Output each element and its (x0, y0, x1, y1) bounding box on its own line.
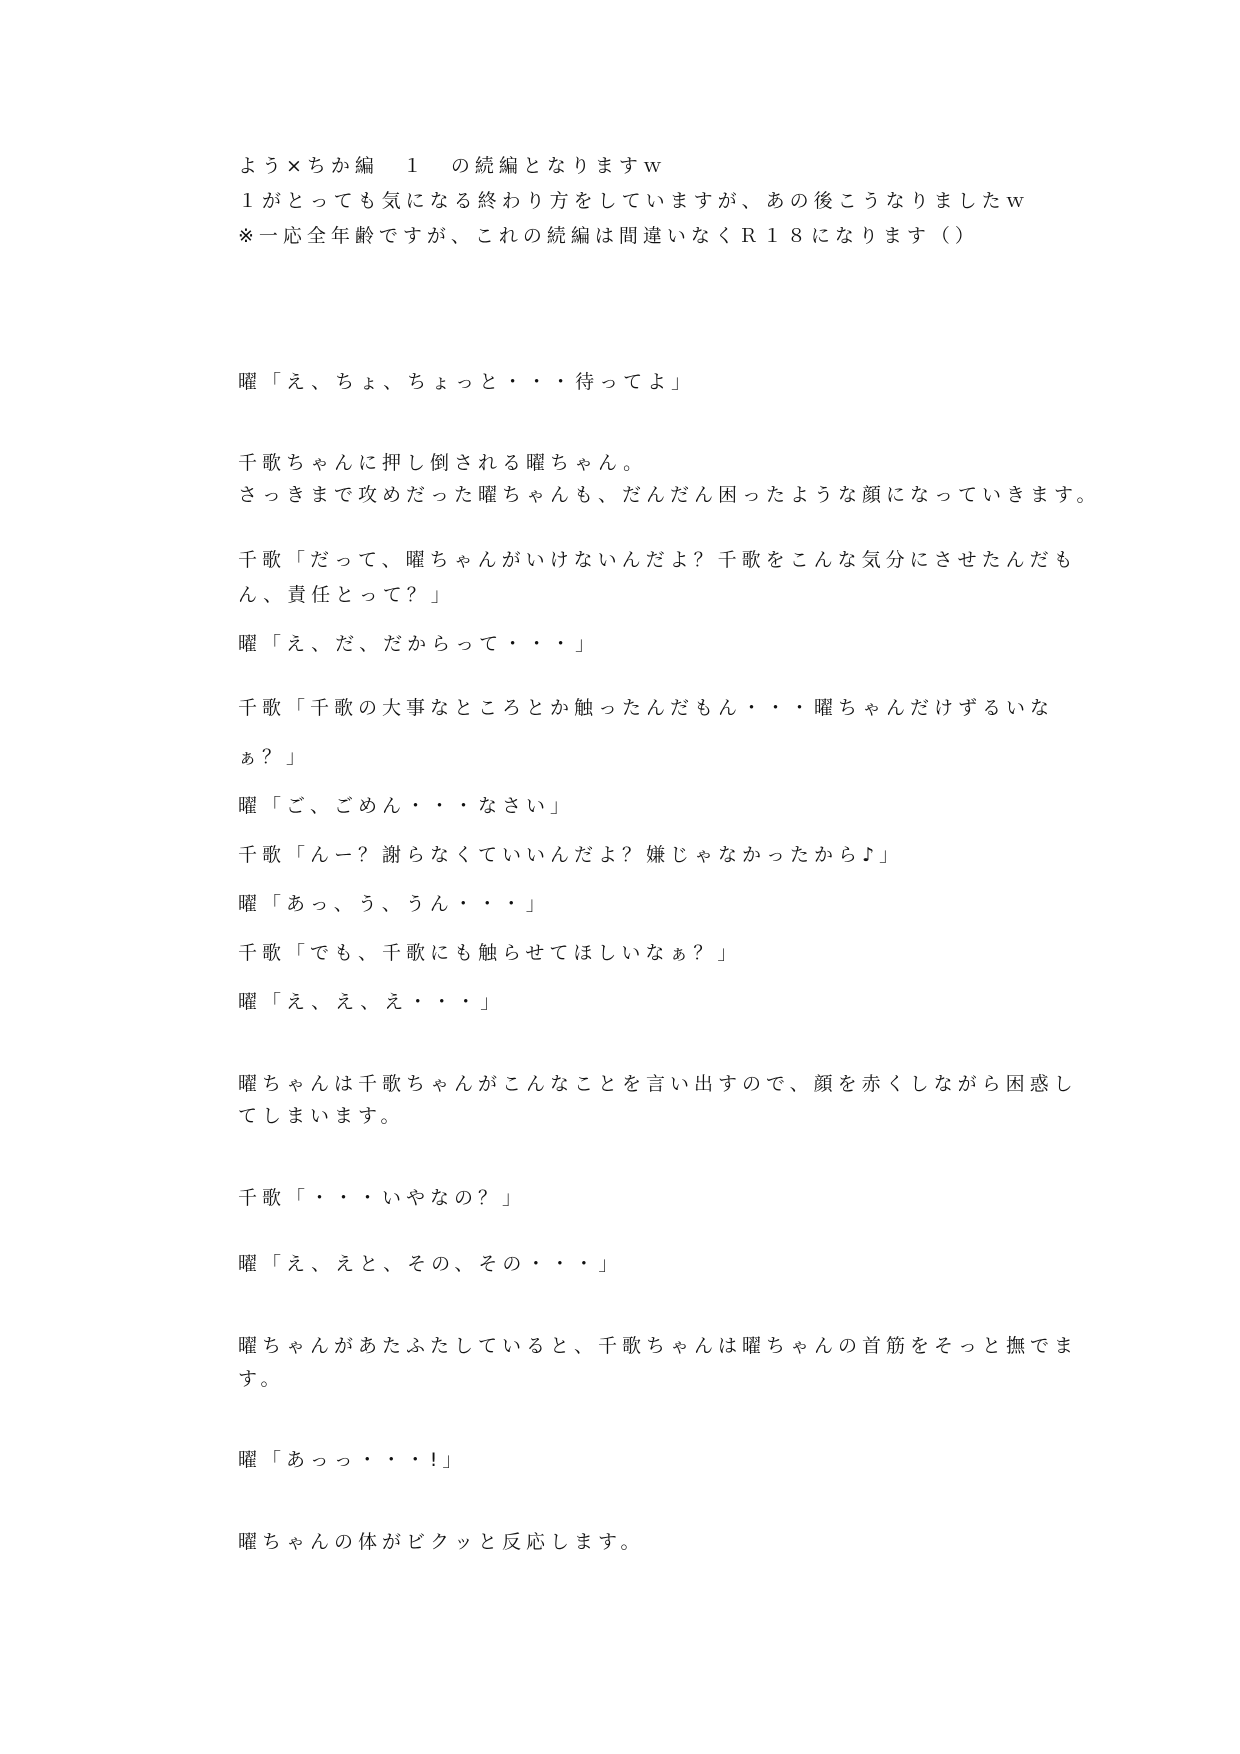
dialogue-line: 千歌「んー？謝らなくていいんだよ？嫌じゃなかったから♪」 (238, 844, 904, 866)
intro-line-2: １がとっても気になる終わり方をしていますが、あの後こうなりましたｗ (238, 190, 1030, 212)
narration-line: 千歌ちゃんに押し倒される曜ちゃん。 (238, 452, 648, 474)
dialogue-line-continued: ぁ？」 (238, 746, 311, 768)
narration-line: さっきまで攻めだった曜ちゃんも、だんだん困ったような顔になっていきます。 (238, 484, 1101, 506)
narration-line-continued: てしまいます。 (238, 1105, 405, 1127)
intro-line-3: ※一応全年齢ですが、これの続編は間違いなくＲ１８になります（） (238, 225, 979, 247)
dialogue-line: 千歌「でも、千歌にも触らせてほしいなぁ？」 (238, 942, 742, 964)
dialogue-line: 曜「え、えと、その、その・・・」 (238, 1253, 623, 1275)
dialogue-line: 曜「あっ、う、うん・・・」 (238, 893, 550, 915)
dialogue-line: 曜「え、ちょ、ちょっと・・・待ってよ」 (238, 371, 696, 393)
dialogue-line: 曜「ご、ごめん・・・なさい」 (238, 795, 575, 817)
intro-line-1: よう×ちか編 １ の続編となりますｗ (238, 155, 667, 177)
narration-line-continued: す。 (238, 1368, 285, 1390)
dialogue-line: 曜「え、え、え・・・」 (238, 991, 505, 1013)
dialogue-line: 千歌「だって、曜ちゃんがいけないんだよ？千歌をこんな気分にさせたんだも (238, 549, 1078, 571)
dialogue-line-continued: ん、責任とって？」 (238, 584, 455, 606)
dialogue-line: 千歌「・・・いやなの？」 (238, 1187, 527, 1209)
dialogue-line: 曜「あっっ・・・!」 (238, 1449, 467, 1471)
dialogue-line: 千歌「千歌の大事なところとか触ったんだもん・・・曜ちゃんだけずるいな (238, 697, 1055, 719)
dialogue-line: 曜「え、だ、だからって・・・」 (238, 633, 600, 655)
narration-line: 曜ちゃんがあたふたしていると、千歌ちゃんは曜ちゃんの首筋をそっと撫でま (238, 1335, 1079, 1357)
narration-line: 曜ちゃんは千歌ちゃんがこんなことを言い出すので、顔を赤くしながら困惑し (238, 1073, 1078, 1095)
narration-line: 曜ちゃんの体がビクッと反応します。 (238, 1531, 645, 1553)
